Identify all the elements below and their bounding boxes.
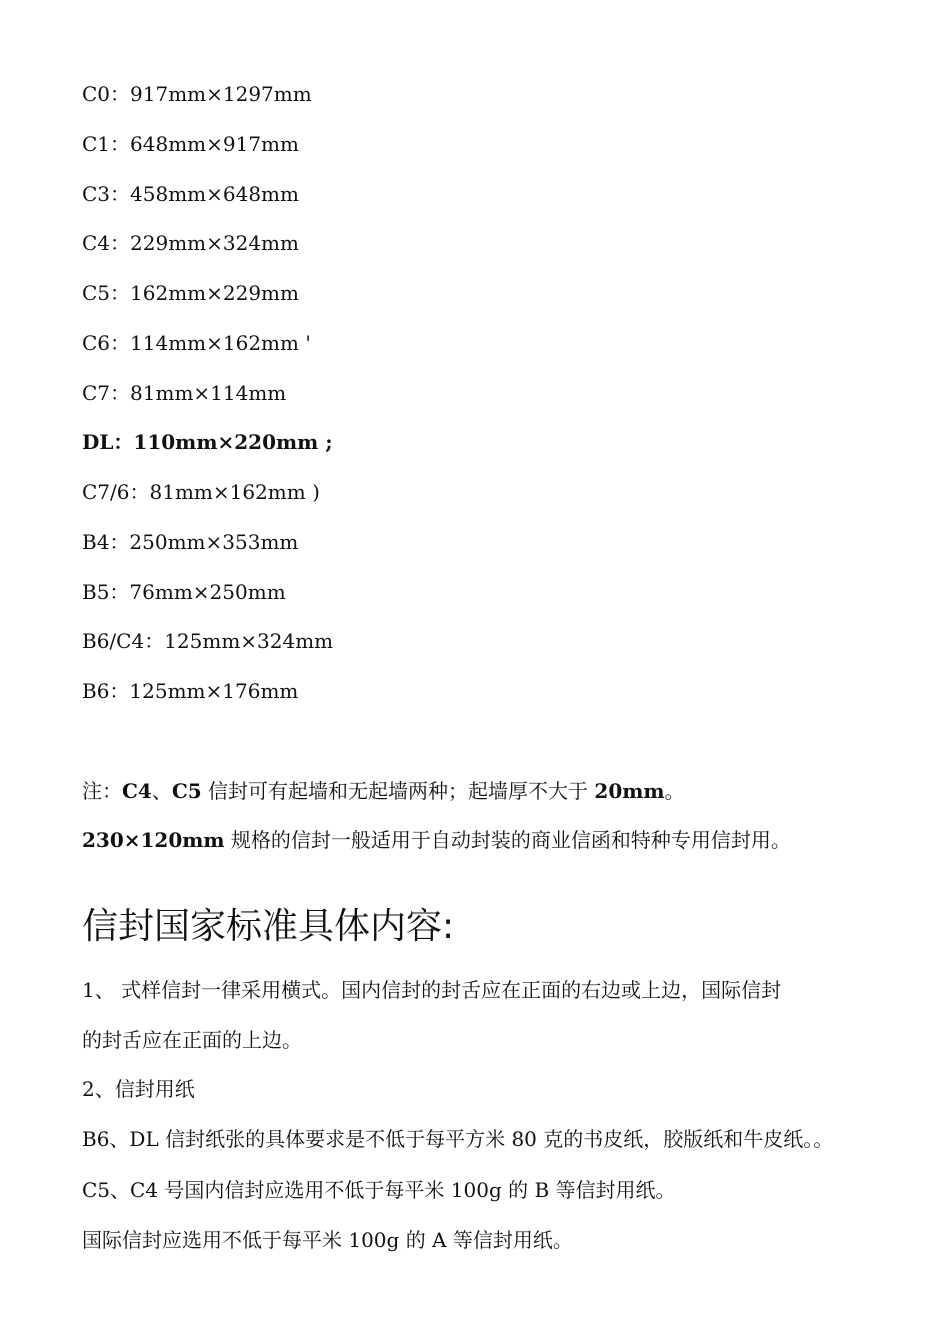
size-b4: B4：250mm×353mm xyxy=(82,530,299,554)
size-b6: B6：125mm×176mm xyxy=(82,679,299,703)
item-style-line-1: 1、 式样信封一律采用横式。国内信封的封舌应在正面的右边或上边，国际信封 xyxy=(82,978,782,1002)
note2-paragraph xyxy=(82,827,791,853)
size-b5: B5：76mm×250mm xyxy=(82,580,286,604)
item-paper-b6-dl: B6、DL 信封纸张的具体要求是不低于每平方米 80 克的书皮纸，胶版纸和牛皮纸。。 xyxy=(82,1127,834,1151)
size-dl: DL：110mm×220mm ; xyxy=(82,430,333,454)
note-end: 。 xyxy=(664,779,685,803)
note2-bold-size: 230×120mm xyxy=(82,828,225,852)
size-c1: C1：648mm×917mm xyxy=(82,132,299,156)
size-c3: C3：458mm×648mm xyxy=(82,182,299,206)
note-bold-c4: C4 xyxy=(122,779,152,803)
note-paragraph xyxy=(82,778,685,804)
size-c6: C6：114mm×162mm ' xyxy=(82,331,311,355)
section-title: 信封国家标准具体内容: xyxy=(82,906,455,947)
item-style-line-2: 的封舌应在正面的上边。 xyxy=(82,1028,302,1052)
note-text: 信封可有起墙和无起墙两种；起墙厚不大于 xyxy=(201,779,595,803)
item-paper-heading: 2、信封用纸 xyxy=(82,1077,195,1101)
size-c4: C4：229mm×324mm xyxy=(82,231,299,255)
note-bold-thickness: 20mm xyxy=(594,779,665,803)
note2-text: 规格的信封一般适用于自动封装的商业信函和特种专用信封用。 xyxy=(224,828,791,852)
size-c0: C0：917mm×1297mm xyxy=(82,82,312,106)
size-b6-c4: B6/C4：125mm×324mm xyxy=(82,629,334,653)
size-c5: C5：162mm×229mm xyxy=(82,281,299,305)
note-separator: 、 xyxy=(151,779,172,803)
size-c7: C7：81mm×114mm xyxy=(82,381,287,405)
note-bold-c5: C5 xyxy=(171,779,202,803)
item-paper-c5-c4: C5、C4 号国内信封应选用不低于每平米 100g 的 B 等信封用纸。 xyxy=(82,1178,676,1202)
item-paper-international: 国际信封应选用不低于每平米 100g 的 A 等信封用纸。 xyxy=(82,1228,573,1252)
size-c7-6: C7/6：81mm×162mm ) xyxy=(82,480,320,504)
note-prefix: 注： xyxy=(82,779,122,803)
